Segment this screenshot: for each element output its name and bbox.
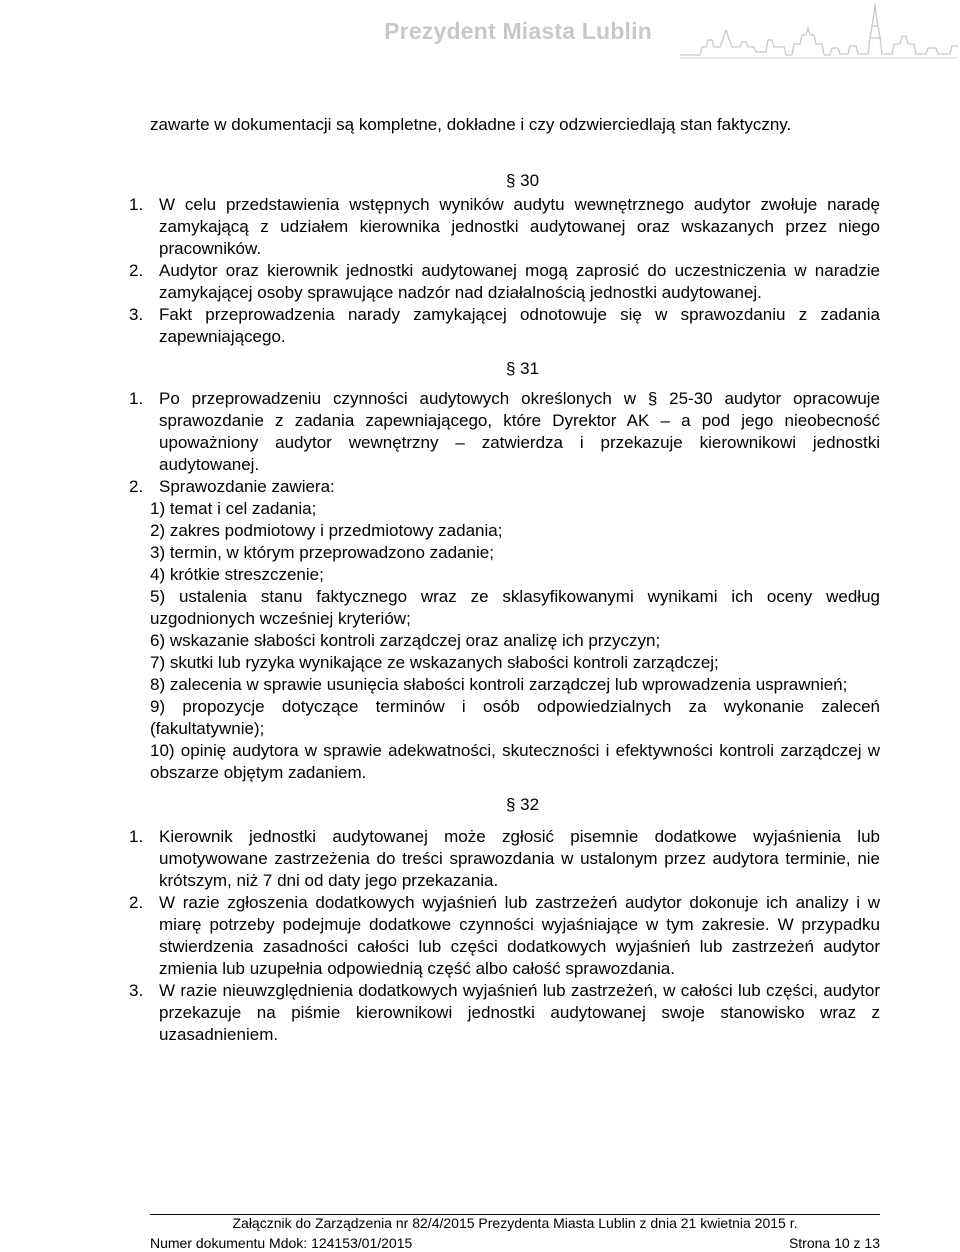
list-item [129, 194, 880, 260]
item-text: Kierownik jednostki audytowanej może zgłosić pisemnie dodatkowe wyjaśnienia lub umotywowane zastrzeżenia do treści sprawozdania w ustalonym przez audytora terminie, nie krótszym, niż 7 dni od daty jego przekazania. [159, 827, 880, 890]
item-text: W razie zgłoszenia dodatkowych wyjaśnień lub zastrzeżeń audytor dokonuje ich analizy i w miarę potrzeby podejmuje dodatkowe czynności wyjaśniające w tym zakresie. W przypadku stwierdzenia zasadności całości lub części dodatkowych wyjaśnień lub zastrzeżeń audytor zmienia lub uzupełnia odpowiednią część albo całość sprawozdania. [159, 893, 880, 978]
sub-item: 7) skutki lub ryzyka wynikające ze wskazanych słabości kontroli zarządczej; [150, 653, 719, 672]
item-number: 2. [129, 893, 144, 912]
sub-item: 1) temat i cel zadania; [150, 499, 317, 518]
item-text: Fakt przeprowadzenia narady zamykającej odnotowuje się w sprawozdaniu z zadania zapewniającego. [159, 305, 880, 346]
item-text: W razie nieuwzględnienia dodatkowych wyjaśnień lub zastrzeżeń, w całości lub części, audytor przekazuje na piśmie kierownikowi jednostki audytowanej swoje stanowisko wraz z uzasadnieniem. [159, 981, 880, 1044]
item-number: 3. [129, 981, 144, 1000]
city-skyline-logo [680, 0, 960, 80]
item-text: Audytor oraz kierownik jednostki audytowanej mogą zaprosić do uczestniczenia w naradzie zamykającej osoby sprawujące nadzór nad działalnością jednostki audytowanej. [159, 261, 880, 302]
sub-item: 4) krótkie streszczenie; [150, 565, 324, 584]
sub-item: 2) zakres podmiotowy i przedmiotowy zadania; [150, 521, 503, 540]
sub-item: 8) zalecenia w sprawie usunięcia słabości kontroli zarządczej lub wprowadzenia usprawnień; [150, 675, 848, 694]
list-item [129, 388, 880, 476]
sub-item: 9) propozycje dotyczące terminów i osób odpowiedzialnych za wykonanie zaleceń (fakultatywnie); [150, 697, 880, 738]
list-item [129, 892, 880, 980]
section-32-heading: § 32 [505, 795, 540, 814]
section-31-heading: § 31 [505, 359, 540, 378]
item-number: 2. [129, 477, 144, 496]
sub-item: 3) termin, w którym przeprowadzono zadanie; [150, 543, 494, 562]
sub-item: 5) ustalenia stanu faktycznego wraz ze sklasyfikowanymi wynikami ich oceny według uzgodnionych wcześniej kryteriów; [150, 587, 880, 628]
sub-item: 6) wskazanie słabości kontroli zarządczej oraz analizę ich przyczyn; [150, 631, 661, 650]
item-number: 1. [129, 389, 144, 408]
list-item [129, 260, 880, 304]
list-item [129, 304, 880, 348]
item-text: Sprawozdanie zawiera: [159, 477, 335, 496]
header-title: Prezydent Miasta Lublin [384, 18, 652, 44]
item-number: 1. [129, 195, 144, 214]
footer-attachment-note: Załącznik do Zarządzenia nr 82/4/2015 Prezydenta Miasta Lublin z dnia 21 kwietnia 2015 r. [232, 1215, 798, 1231]
item-number: 1. [129, 827, 144, 846]
list-item [129, 980, 880, 1046]
item-text: W celu przedstawienia wstępnych wyników audytu wewnętrznego audytor zwołuje naradę zamykającą z udziałem kierownika jednostki audytowanej oraz wskazanych przez niego pracowników. [159, 195, 880, 258]
list-item [129, 476, 880, 498]
sub-item: 10) opinię audytora w sprawie adekwatności, skuteczności i efektywności kontroli zarządczej w obszarze objętym zadaniem. [150, 741, 880, 782]
footer-document-number: Numer dokumentu Mdok: 124153/01/2015 [150, 1235, 413, 1251]
section-30-heading: § 30 [505, 171, 540, 190]
document-body [129, 114, 880, 1046]
intro-paragraph: zawarte w dokumentacji są kompletne, dokładne i czy odzwierciedlają stan faktyczny. [150, 115, 792, 134]
list-item [129, 826, 880, 892]
item-text: Po przeprowadzeniu czynności audytowych określonych w § 25-30 audytor opracowuje sprawozdanie z zadania zapewniającego, które Dyrektor AK – a pod jego nieobecność upoważniony audytor wewnętrzny – zatwierdza i przekazuje kierownikowi jednostki audytowanej. [159, 389, 880, 474]
footer-page-number: Strona 10 z 13 [788, 1235, 880, 1251]
item-number: 2. [129, 261, 144, 280]
item-number: 3. [129, 305, 144, 324]
